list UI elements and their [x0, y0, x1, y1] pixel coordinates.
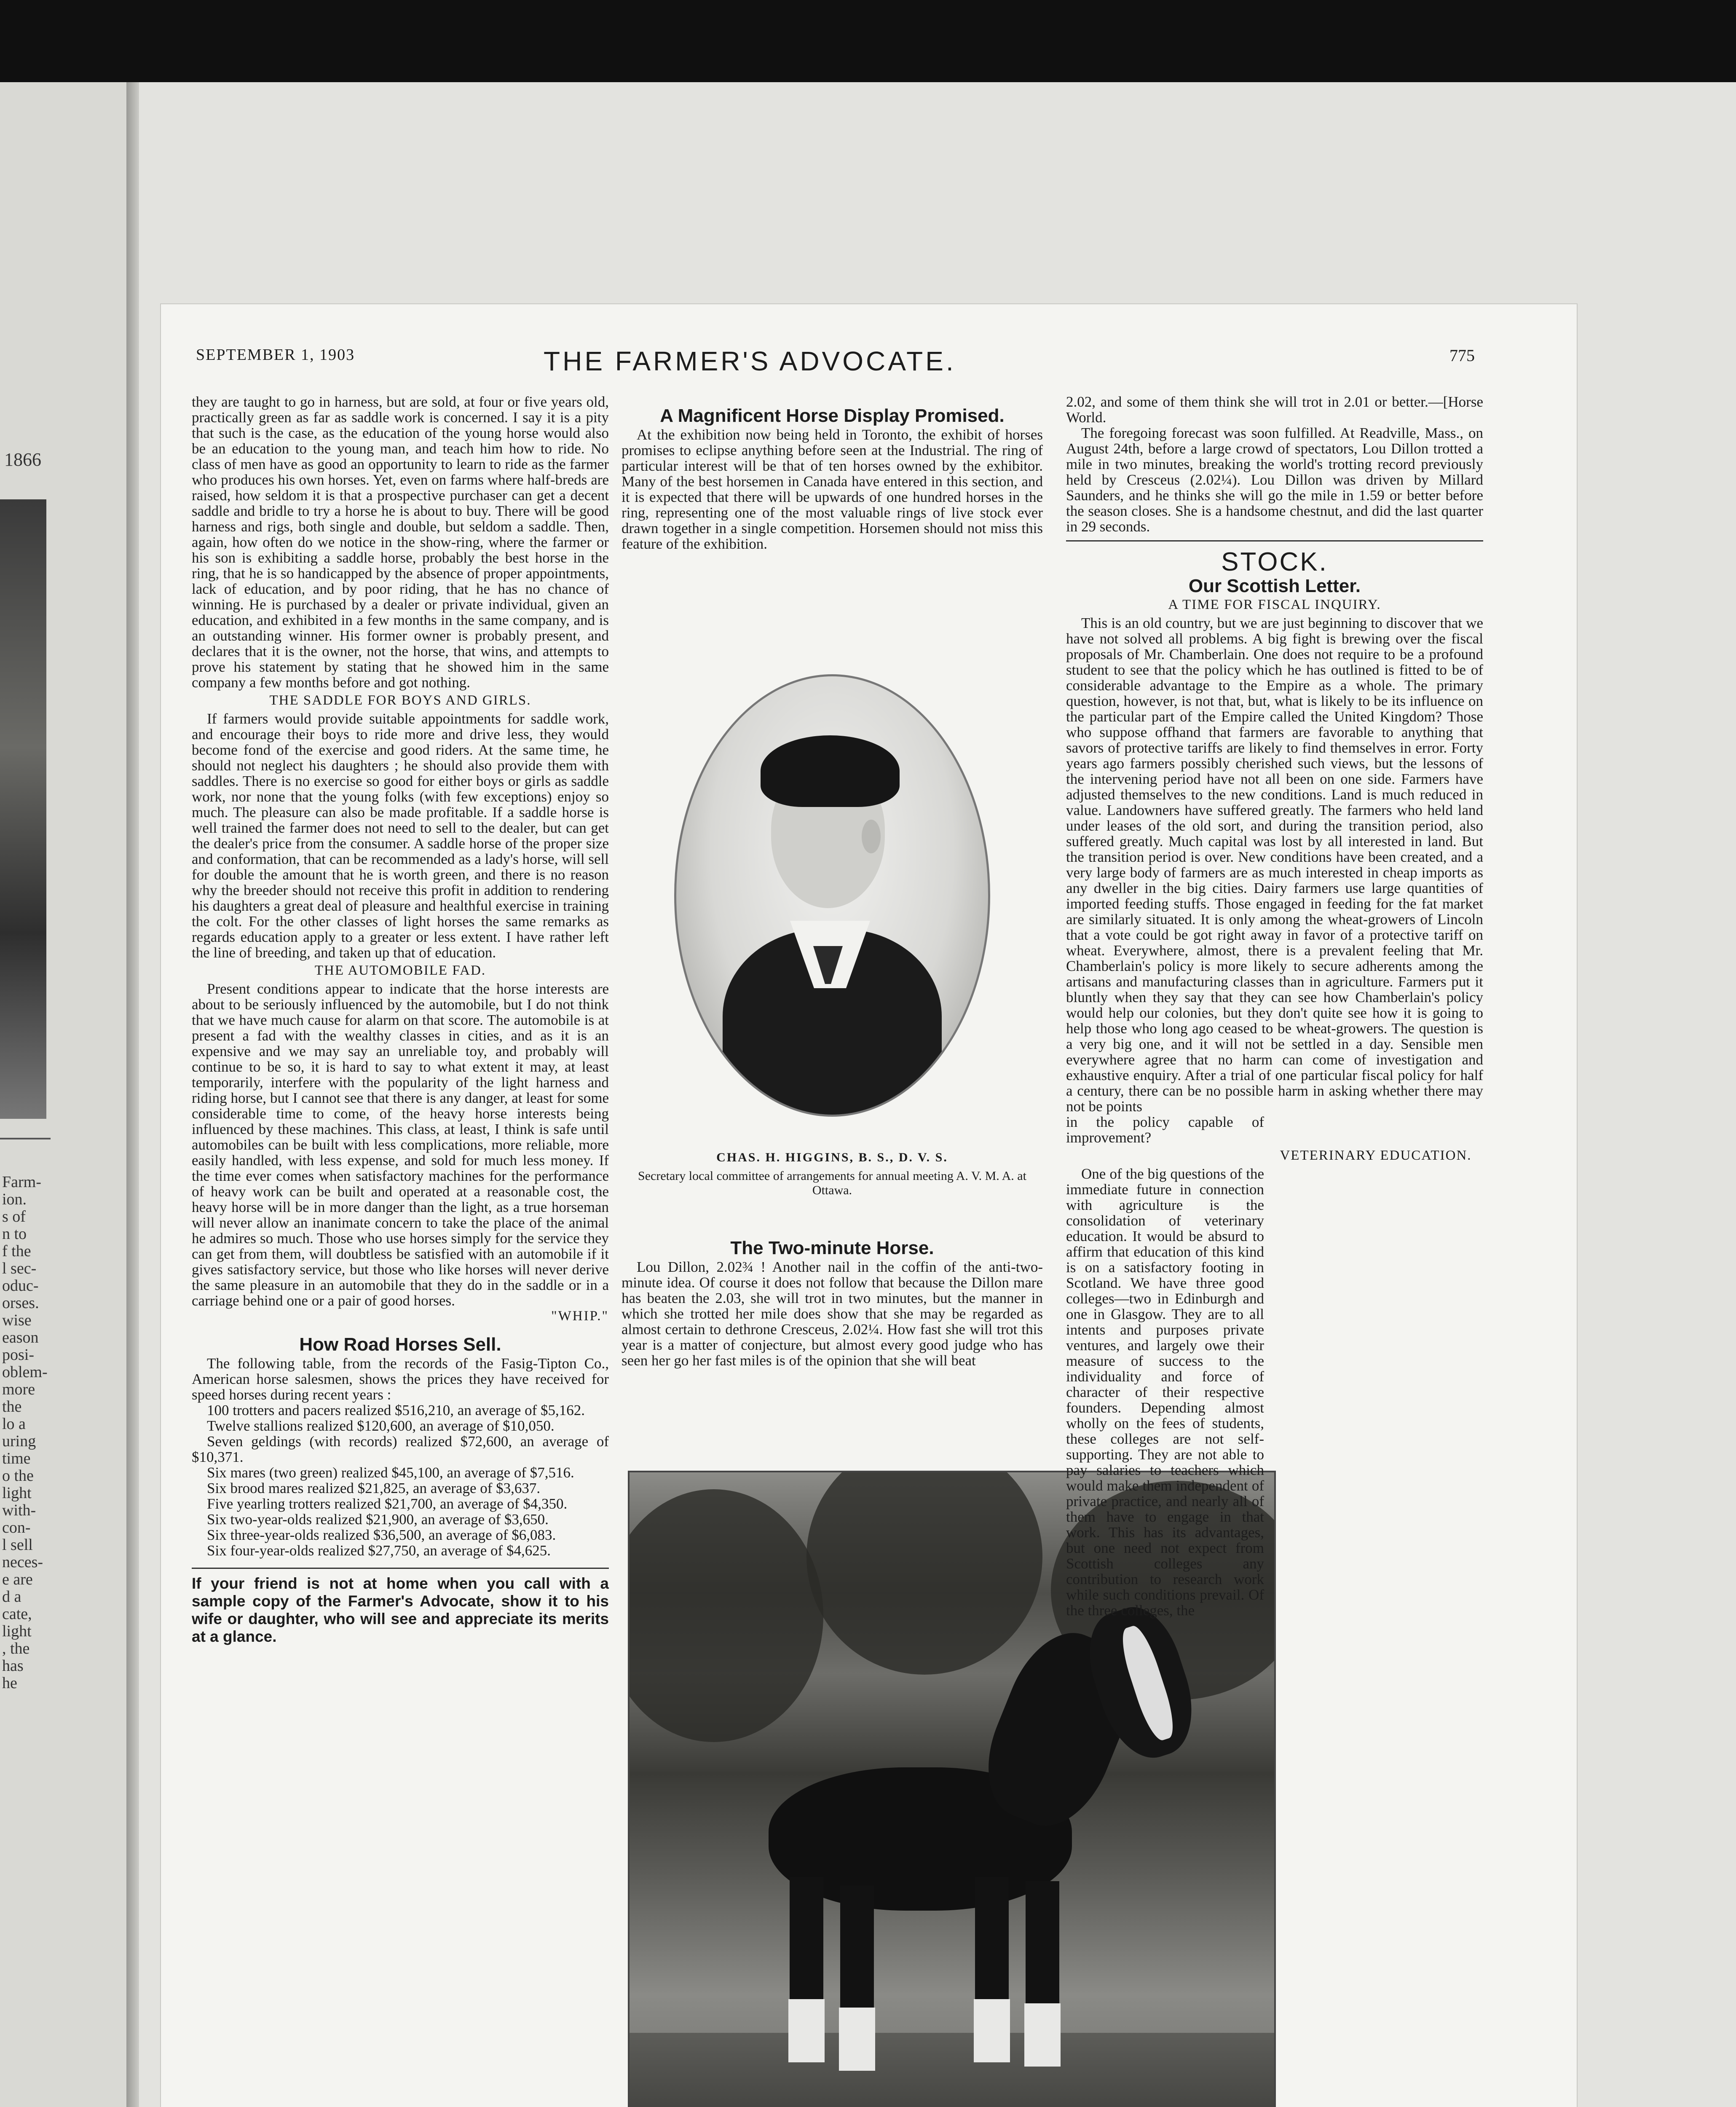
portrait-caption-text: Secretary local committee of arrangements for annual meeting A. V. M. A. at Ottawa. [638, 1169, 1026, 1197]
sales-item: 100 trotters and pacers realized $516,210, an average of $5,162. [207, 1402, 585, 1418]
left-page-fragment-line: l sec- [2, 1260, 37, 1277]
sales-item: Six two-year-olds realized $21,900, an average of $3,650. [207, 1511, 549, 1528]
sales-item: Six brood mares realized $21,825, an average of $3,637. [207, 1480, 541, 1496]
left-page-fragment-line: neces- [2, 1553, 43, 1571]
sales-list [192, 1402, 609, 1558]
horse-sock [974, 1999, 1010, 2062]
column-2 [622, 405, 1043, 552]
article-paragraph: they are taught to go in harness, but are sold, at four or five years old, practically green as far as saddle work is concerned. I say it is a pity that such is the case, as the education of the young horse would also be an education to the young man, and teach him how to ride. No class of men have as good an opportunity to learn to ride as the farmer who produces his own horses. Yet, even on farms where half-breds are raised, how seldom it is that a prospective purchaser can get a decent saddle and bridle to try a horse he is about to buy. There will be good harness and rigs, both single and double, but seldom a saddle. Then, again, how often do we notice in the show-ring, where the farmer or his son is exhibiting a saddle horse, probably the best horse in the ring, that he is so handicapped by the absence of proper appointments, lack of education, and by poor riding, that he has no chance of winning. He is purchased by a dealer or private individual, given an education, and exhibited in a few months in the same company, and is an outstanding winner. His former owner is probably present, and declares that it is the owner, not the horse, that wins, and attempts to prove his statement by stating that he showed him in the same company a few months before and got nothing. [192, 394, 609, 691]
left-page-fragment-line: the [2, 1398, 22, 1415]
masthead-title: THE FARMER'S ADVOCATE. [544, 346, 956, 376]
left-page-fragment-line: lo a [2, 1415, 26, 1433]
article-headline: Our Scottish Letter. [1188, 576, 1361, 596]
portrait-caption-name: CHAS. H. HIGGINS, B. S., D. V. S. [716, 1150, 948, 1164]
header-date: SEPTEMBER 1, 1903 [196, 346, 355, 364]
left-page-photo [0, 499, 46, 1119]
left-page-fragment-line: more [2, 1381, 35, 1398]
sales-item: Six mares (two green) realized $45,100, an average of $7,516. [207, 1464, 574, 1481]
left-page-fragment-line: e are [2, 1571, 33, 1588]
section-heading: STOCK. [1221, 547, 1328, 576]
left-page-fragment-line: orses. [2, 1294, 39, 1312]
left-page-fragment-line: light [2, 1622, 32, 1640]
left-page-fragment [0, 82, 126, 2107]
left-page-fragment-line: light [2, 1484, 32, 1502]
article-paragraph: This is an old country, but we are just beginning to discover that we have not solved all problems. A big fight is brewing over the fiscal proposals of Mr. Chamberlain. One does not require to be a profound student to see that the policy which he has outlined is fitted to be of considerable advantage to the Empire as a whole. The primary question, however, is not that, but, what is likely to be its influence on the particular part of the Empire called the United Kingdom? Those who suppose offhand that farmers are favorable to anything that savors of protective tariffs are likely to find themselves in error. Forty years ago farmers possibly cherished such views, but the lessons of the intervening period have not all been on one side. Farmers have adjusted themselves to the new conditions. Land is much reduced in value. Landowners have suffered greatly. The farmers who held land under leases of the old sort, and during the transition period, also suffered greatly. Much capital was lost by all interested in land. But the transition period is over. New conditions have been created, and a very large body of farmers are as much interested in cheap imports as any dweller in the big cities. Dairy farmers use large quantities of imported feeding stuffs. Those engaged in feeding for the fat market are similarly situated. It is only among the wheat-growers of Lincoln that a vote could be got right away in favor of a protective tariff on wheat. Everywhere, almost, there is a prevalent feeling that Mr. Chamberlain's policy is more likely to secure adherents among the artisans and manufacturing classes than in agriculture. Farmers put it bluntly when they say that they can see how Chamberlain's policy would help our colonies, but they don't quite see how it is going to help those who long ago ceased to be wheat-growers. The question is a very big one, and it will not be settled in a day. Sensible men everywhere agree that no harm can come of investigation and exhaustive enquiry. After a trial of one particular fiscal policy for half a century, there can be no possible harm in asking whether there may not be points [1066, 615, 1483, 1115]
article-paragraph: Lou Dillon, 2.02¾ ! Another nail in the coffin of the anti-two-minute idea. Of course it does not follow that because the Dillon mare has beaten the 2.03, she will trot in two minutes, but the manner in which she trotted her mile does show that she may be regarded as almost certain to dethrone Cresceus, 2.02¼. How fast she will trot this year is a matter of conjecture, but almost every good judge who has seen her go her fast miles is of the opinion that she will beat [622, 1259, 1043, 1369]
sales-item: Six four-year-olds realized $27,750, an average of $4,625. [207, 1542, 551, 1559]
grass [630, 2033, 1274, 2107]
article-paragraph: At the exhibition now being held in Toronto, the exhibit of horses promises to eclipse anything before seen at the Industrial. The ring of particular interest will be that of ten horses owned by the exhibitor. Many of the best horsemen in Canada have entered in this section, and it is expected that there will be upwards of one hundred horses in the ring, representing one of the most valuable rings of live stock ever drawn together in a single competition. Horsemen should not miss this feature of the exhibition. [622, 426, 1043, 552]
tree [628, 1489, 823, 1742]
left-page-text [2, 1174, 53, 1692]
left-page-fragment-line: wise [2, 1311, 32, 1329]
left-page-fragment-line: o the [2, 1467, 34, 1485]
article-paragraph: The following table, from the records of the Fasig-Tipton Co., American horse salesmen, shows the prices they have received for speed horses during recent years : [192, 1355, 609, 1403]
article-headline: How Road Horses Sell. [299, 1334, 501, 1355]
subheading: VETERINARY EDUCATION. [1280, 1148, 1472, 1163]
article-headline: The Two-minute Horse. [730, 1238, 934, 1258]
left-page-rule [0, 1138, 51, 1139]
sales-item: Six three-year-olds realized $36,500, an average of $6,083. [207, 1527, 556, 1543]
left-page-fragment-line: oduc- [2, 1277, 39, 1295]
left-page-fragment-line: , the [2, 1640, 30, 1657]
horse-sock [839, 2008, 875, 2071]
tree [806, 1471, 1042, 1675]
divider [192, 1568, 609, 1569]
sales-item: Twelve stallions realized $120,600, an average of $10,050. [207, 1418, 555, 1434]
subheading: A TIME FOR FISCAL INQUIRY. [1168, 597, 1381, 612]
article-paragraph: 2.02, and some of them think she will trot in 2.01 or better.—[Horse World. [1066, 394, 1483, 426]
left-page-fragment-line: Farm- [2, 1173, 41, 1191]
portrait-caption [624, 1150, 1041, 1198]
left-page-fragment-line: with- [2, 1501, 36, 1519]
left-page-fragment-line: uring [2, 1432, 36, 1450]
left-page-fragment-line: eason [2, 1329, 39, 1346]
article-paragraph: in the policy capable of improvement? [1066, 1114, 1264, 1146]
subheading: THE AUTOMOBILE FAD. [314, 963, 486, 978]
ear [862, 820, 881, 853]
left-page-fragment-line: cate, [2, 1605, 32, 1623]
left-page-fragment-line: he [2, 1674, 17, 1692]
column-2-lower [622, 1237, 1043, 1368]
signature: "WHIP." [551, 1308, 609, 1324]
left-page-fragment-line: d a [2, 1588, 21, 1606]
horse-sock [788, 1999, 825, 2062]
left-page-fragment-line: posi- [2, 1346, 34, 1364]
left-page-fragment-line: oblem- [2, 1363, 48, 1381]
left-page-fragment-line: f the [2, 1242, 31, 1260]
article-paragraph: Present conditions appear to indicate that the horse interests are about to be seriously influenced by the automobile, but I do not think that we have much cause for alarm on that score. The automobile is at present a fad with the wealthy classes in cities, and as it is an expensive and we may say an unreliable toy, and probably will continue to be so, it is hard to say to what extent it may, at least temporarily, interfere with the popularity of the light harness and riding horse, but I cannot see that there is any danger, at least for some considerable time to come, of the heavy horse interests being influenced by these machines. This class, at least, I think is safe until automobiles can be built with less complications, more reliable, more easily handled, with less expense, and sold for much less money. If the time ever comes when satisfactory machines for the performance of heavy work can be built and operated at a reasonable cost, the heavy horse will be in more danger than the light, as a true horseman will never allow an inanimate concern to take the place of the animal he admires so much. Those who use horses simply for the service they can get from them, will doubtless be satisfied with an automobile if it gives satisfactory service, but those who like horses will never derive the same pleasure in an automobile that they do in the saddle or in a carriage behind one or a pair of good horses. [192, 981, 609, 1309]
promo-note: If your friend is not at home when you call with a sample copy of the Farmer's Advocate, show it to his wife or daughter, who will see and appreciate its merits at a glance. [192, 1575, 609, 1645]
left-page-fragment-line: con- [2, 1519, 31, 1536]
left-page-fragment-line: ion. [2, 1190, 27, 1208]
left-page-number: 1866 [4, 449, 41, 470]
left-page-fragment-line: n to [2, 1225, 27, 1243]
sales-item: Seven geldings (with records) realized $72,600, an average of $10,371. [192, 1433, 609, 1465]
article-headline: A Magnificent Horse Display Promised. [660, 405, 1005, 426]
divider [1066, 540, 1483, 541]
portrait-photo [674, 674, 990, 1117]
sales-item: Five yearling trotters realized $21,700, an average of $4,350. [207, 1496, 568, 1512]
article-paragraph: One of the big questions of the immediate future in connection with agriculture is the consolidation of veterinary education. It would be absurd to affirm that education of this kind is on a satisfactory footing in Scotland. We have three good colleges—two in Edinburgh and one in Glasgow. They are to all intents and purposes private ventures, and largely owe their measure of success to the individuality and force of character of their respective founders. Depending almost wholly on the fees of students, these colleges are not self-supporting. They are not able to pay salaries to teachers which would make them independent of private practice, and nearly all of them have to engage in that work. This has its advantages, but one need not expect from Scottish colleges any contribution to research work while such conditions prevail. Of the three colleges, the [1066, 1166, 1264, 1619]
article-paragraph: If farmers would provide suitable appointments for saddle work, and encourage their boys to ride more and drive less, they would become fond of the exercise and good riders. At the same time, he should not neglect his daughters ; he should also provide them with saddles. There is no exercise so good for either boys or girls as saddle work, nor none that the young folks (with few exceptions) enjoy so much. The pleasure can also be made profitable. If a saddle horse is well trained the farmer does not need to sell to the dealer, but can get the dealer's price from the consumer. A saddle horse of the proper size and conformation, that can be recommended as a lady's horse, will sell for double the amount that he is worth green, and there is no reason why the breeder should not receive this profit in addition to rendering his daughters a great deal of pleasure and healthful exercise in training the colt. For the other classes of light horses the same remarks as regards education apply to a greater or less extent. I have rather left the line of breeding, and taken up that of education. [192, 710, 609, 961]
left-page-fragment-line: l sell [2, 1536, 33, 1554]
page-number: 775 [1449, 346, 1475, 365]
left-page-fragment-line: time [2, 1450, 31, 1467]
hair [761, 735, 900, 807]
left-page-fragment-line: s of [2, 1208, 26, 1225]
horse-sock [1024, 2003, 1061, 2067]
subheading: THE SADDLE FOR BOYS AND GIRLS. [269, 693, 531, 708]
article-paragraph: The foregoing forecast was soon fulfilled. At Readville, Mass., on August 24th, before a large crowd of spectators, Lou Dillon trotted a mile in two minutes, breaking the world's trotting record previously held by Cresceus (2.02¼). Lou Dillon was driven by Millard Saunders, and he thinks she will go the mile in 1.59 or better before the season closes. She is a handsome chestnut, and did the last quarter in 29 seconds. [1066, 425, 1483, 535]
left-page-fragment-line: has [2, 1657, 24, 1675]
column-1 [192, 394, 609, 1646]
column-3 [1066, 394, 1483, 1618]
